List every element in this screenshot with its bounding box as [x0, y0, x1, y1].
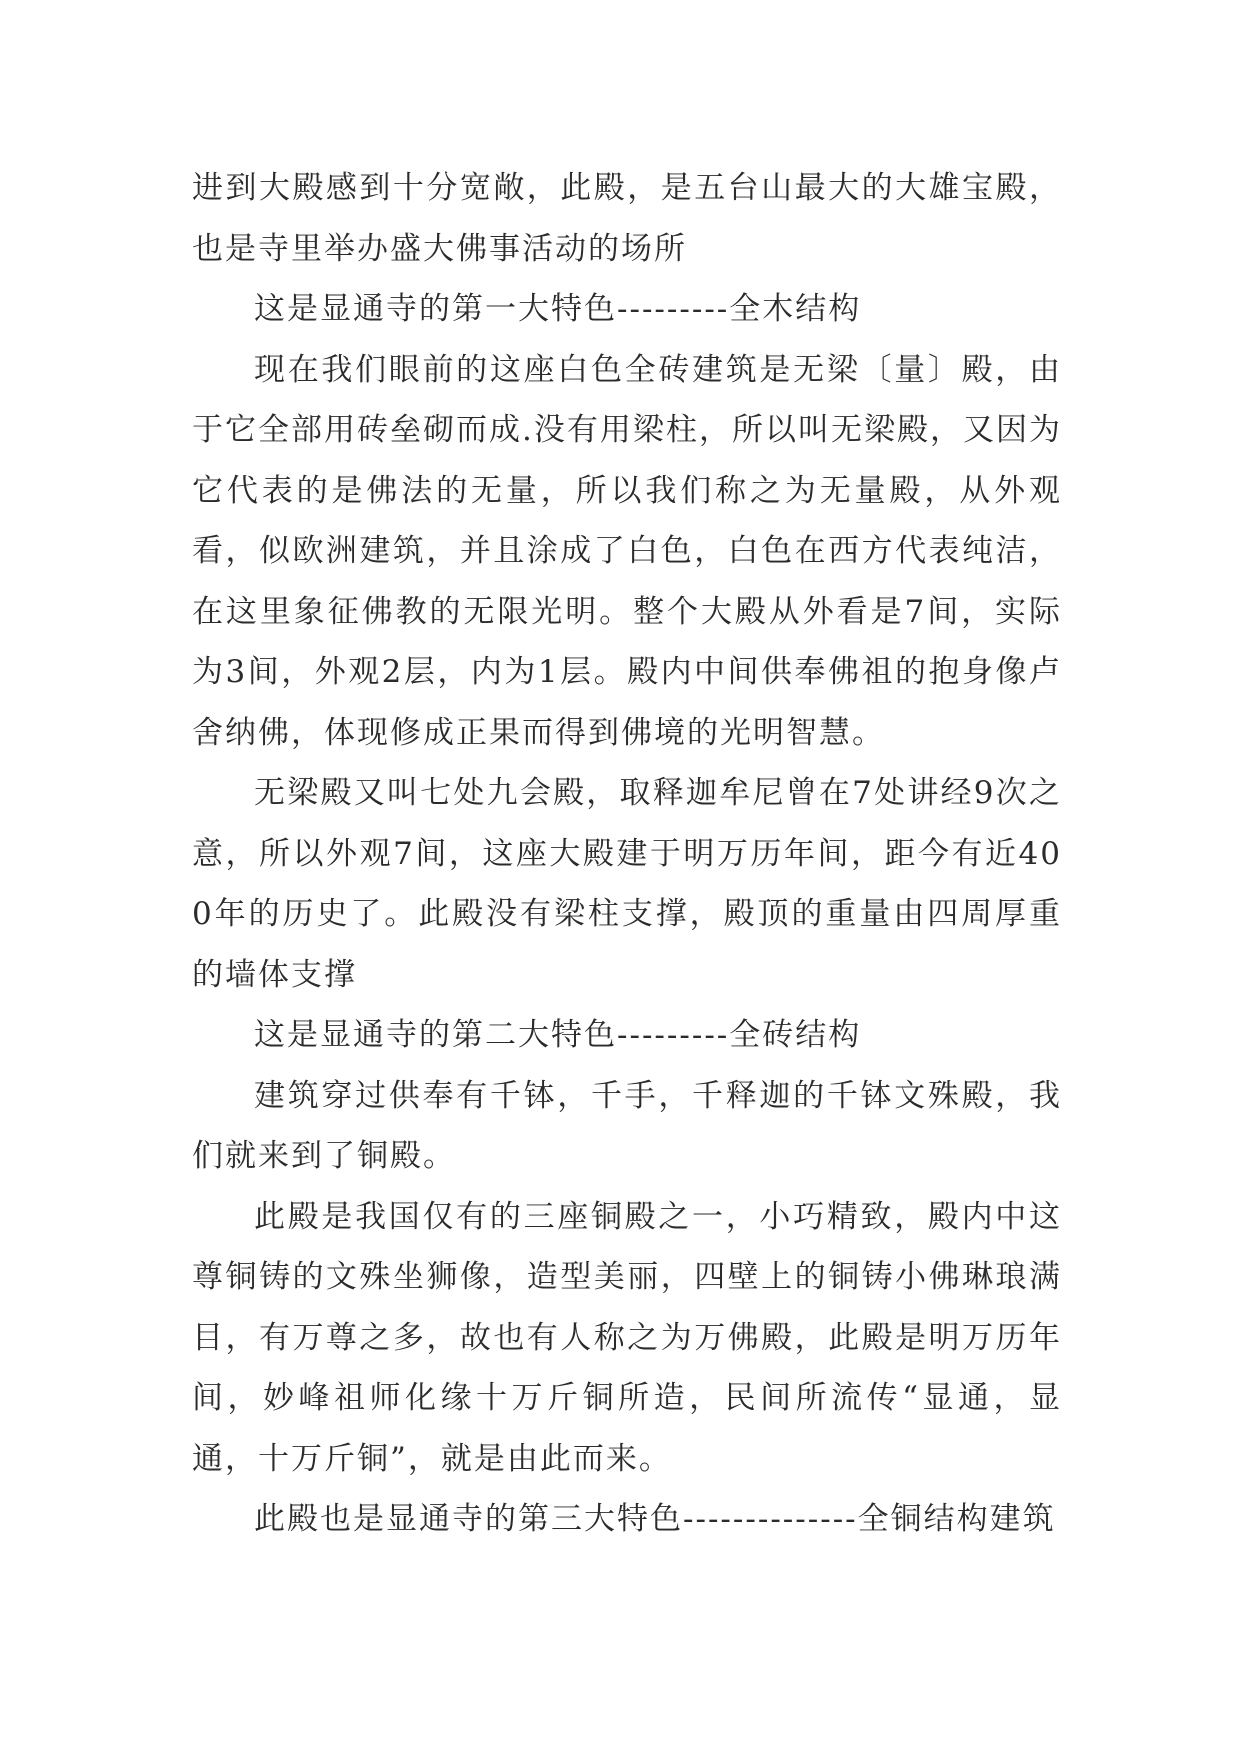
- paragraph-seven-places-hall: 无梁殿又叫七处九会殿，取释迦牟尼曾在7处讲经9次之意，所以外观7间，这座大殿建于明万历年间，距今有近400年的历史了。此殿没有梁柱支撑，殿顶的重量由四周厚重的墙体支撑: [192, 775, 1062, 993]
- paragraph-beamless-hall: 现在我们眼前的这座白色全砖建筑是无梁〔量〕殿，由于它全部用砖垒砌而成.没有用梁柱，所以叫无梁殿，又因为它代表的是佛法的无量，所以我们称之为无量殿，从外观看，似欧洲建筑，并且涂成了白色，白色在西方代表纯洁，在这里象征佛教的无限光明。整个大殿从外看是7间，实际为3间，外观2层，内为1层。殿内中间供奉佛祖的抱身像卢舍纳佛，体现修成正果而得到佛境的光明智慧。: [192, 351, 1062, 751]
- paragraph-feature-two: 这是显通寺的第二大特色---------全砖结构: [254, 1017, 862, 1053]
- paragraph-copper-hall-approach: 建筑穿过供奉有千钵，千手，千释迦的千钵文殊殿，我们就来到了铜殿。: [192, 1077, 1062, 1174]
- paragraph-copper-hall: 此殿是我国仅有的三座铜殿之一，小巧精致，殿内中这尊铜铸的文殊坐狮像，造型美丽，四壁上的铜铸小佛琳琅满目，有万尊之多，故也有人称之为万佛殿，此殿是明万历年间，妙峰祖师化缘十万斤铜所造，民间所流传“显通，显通，十万斤铜”，就是由此而来。: [192, 1198, 1062, 1477]
- paragraph-feature-one: 这是显通寺的第一大特色---------全木结构: [254, 291, 862, 327]
- paragraph-feature-three: 此殿也是显通寺的第三大特色--------------全铜结构建筑: [254, 1501, 1056, 1537]
- paragraph-hall-intro: 进到大殿感到十分宽敞，此殿，是五台山最大的大雄宝殿，也是寺里举办盛大佛事活动的场所: [192, 170, 1062, 267]
- body-text: [192, 158, 1062, 1550]
